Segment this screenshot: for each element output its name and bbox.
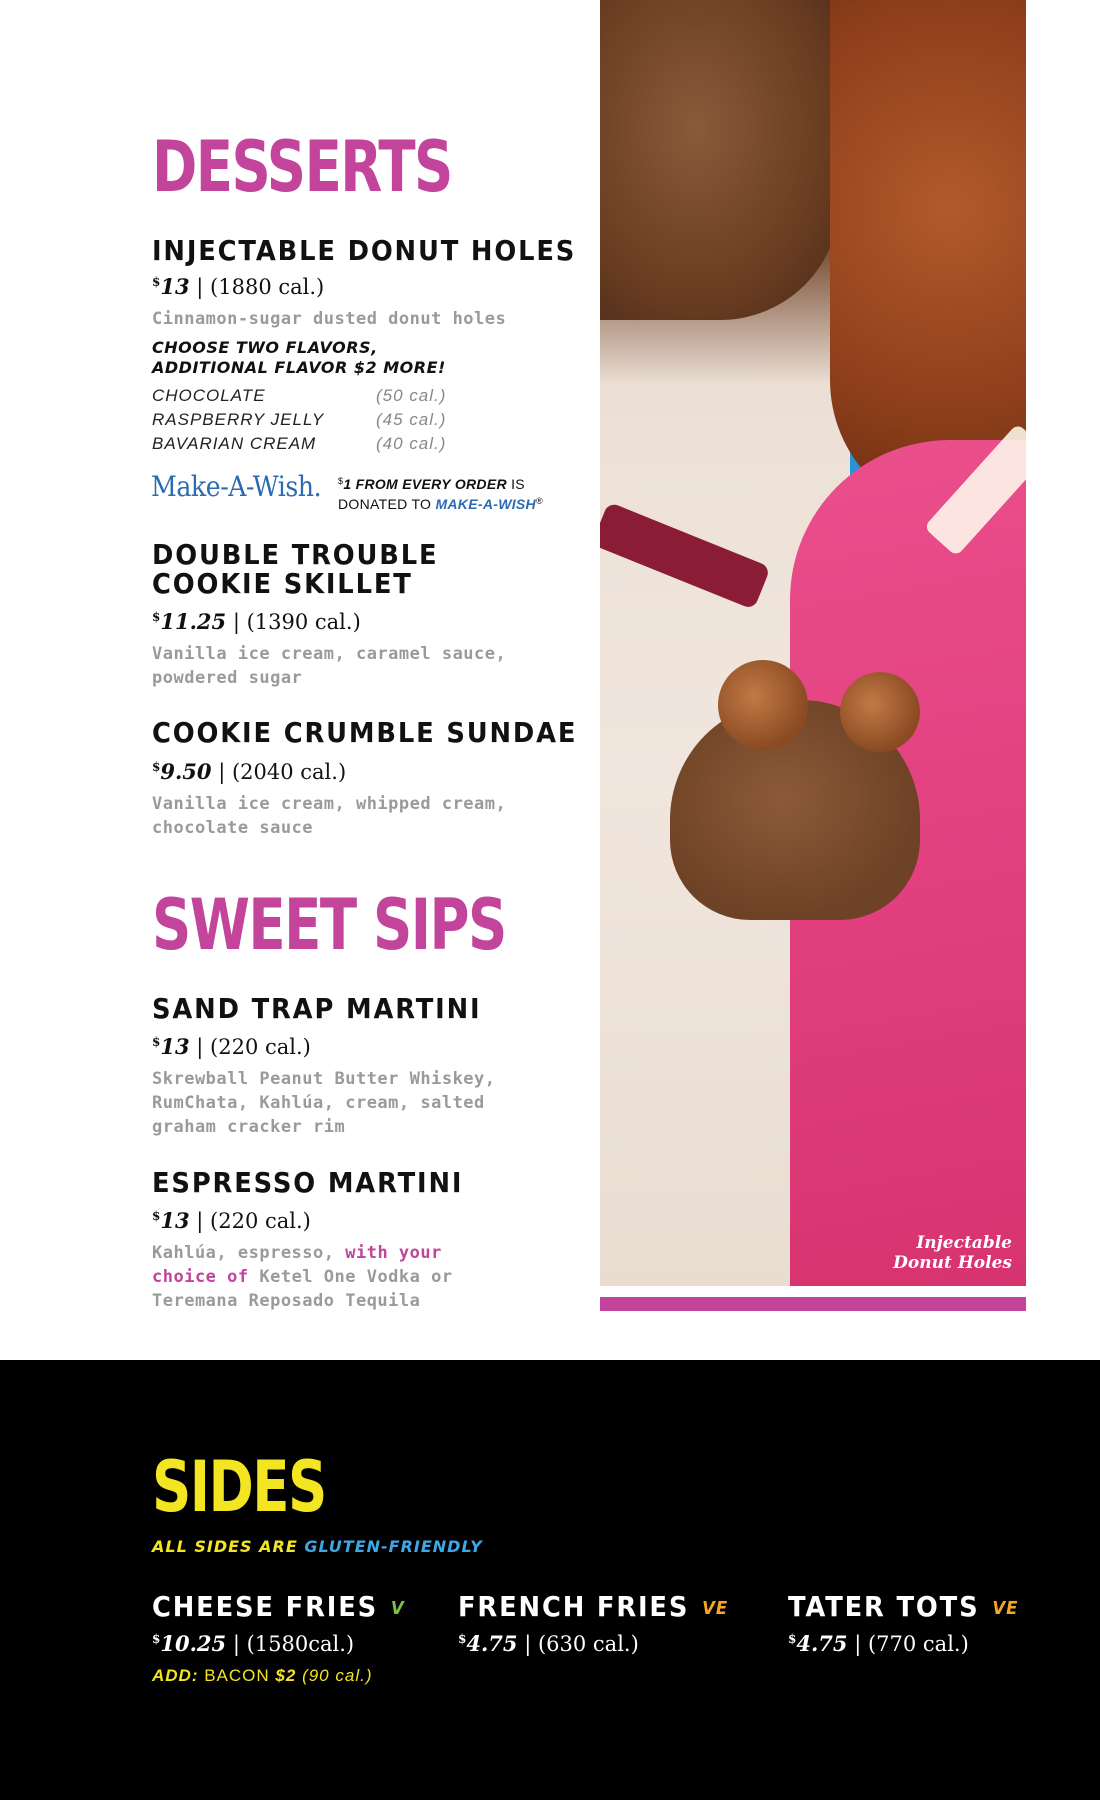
description-part: Ketel One Vodka or	[248, 1267, 453, 1287]
calories: (770 cal.)	[867, 1632, 969, 1656]
side-name-text: TATER TOTS	[788, 1590, 980, 1623]
description-part: Teremana Reposado Tequila	[152, 1291, 421, 1311]
description-line3: graham cracker rim	[152, 1117, 346, 1137]
registered-mark: ®	[535, 496, 543, 506]
photo-caption	[893, 1233, 1012, 1273]
sweet-sips-heading: SWEET SIPS	[152, 884, 506, 966]
side-price: $4.75 | (630 cal.)	[458, 1631, 639, 1656]
note-prefix: ALL SIDES ARE	[152, 1537, 305, 1556]
calories: (2040 cal.)	[231, 760, 347, 784]
desserts-heading: DESSERTS	[152, 126, 452, 208]
sides-gluten-note	[152, 1537, 483, 1556]
double-trouble-cookie-skillet-description	[152, 642, 532, 690]
sand-trap-martini-name: SAND TRAP MARTINI	[152, 992, 482, 1025]
description-line2: chocolate sauce	[152, 818, 314, 838]
price-amount: 13	[160, 274, 190, 299]
calories: (1390 cal.)	[246, 610, 361, 634]
vegan-tag: VE	[992, 1598, 1019, 1619]
currency-symbol: $	[152, 1209, 161, 1223]
cookie-crumble-sundae-price: $9.50 | (2040 cal.)	[152, 759, 347, 784]
caption-line1: Injectable	[916, 1233, 1012, 1253]
side-addon	[152, 1666, 427, 1686]
calories: (1880 cal.)	[210, 275, 325, 299]
caption-line2: Donut Holes	[893, 1253, 1012, 1273]
addon-calories: (90 cal.)	[296, 1666, 373, 1685]
price-amount: 4.75	[466, 1631, 518, 1656]
flavor-name: BAVARIAN CREAM	[152, 434, 317, 453]
currency-symbol: $	[458, 1632, 467, 1646]
description-accent: with your	[345, 1243, 442, 1263]
description-accent: choice of	[152, 1267, 249, 1287]
photo-donut-hole	[840, 672, 920, 752]
donated-to: DONATED TO	[338, 496, 436, 512]
flavor-instructions	[152, 338, 446, 378]
flavor-calories: (40 cal.)	[376, 434, 447, 453]
addon-price: 2	[285, 1666, 297, 1685]
item-name-line1: DOUBLE TROUBLE	[152, 538, 439, 571]
vegetarian-tag: V	[390, 1598, 405, 1619]
double-trouble-cookie-skillet-name	[152, 540, 438, 599]
side-name	[788, 1590, 1018, 1623]
photo-face	[600, 0, 840, 320]
description-line1: Vanilla ice cream, whipped cream,	[152, 794, 507, 814]
double-trouble-cookie-skillet-price: $11.25 | (1390 cal.)	[152, 609, 361, 634]
donation-amount: 1 FROM EVERY ORDER	[343, 476, 507, 492]
flavor-list	[152, 384, 446, 456]
photo-accent-bar	[600, 1297, 1026, 1311]
make-a-wish-name: MAKE-A-WISH	[435, 496, 536, 512]
price-amount: 9.50	[160, 759, 212, 784]
cookie-crumble-sundae-name: COOKIE CRUMBLE SUNDAE	[152, 716, 578, 749]
sand-trap-martini-price: $13 | (220 cal.)	[152, 1034, 311, 1059]
side-item-cheese-fries	[152, 1590, 427, 1686]
currency-symbol: $	[152, 760, 161, 774]
sand-trap-martini-description	[152, 1067, 532, 1139]
espresso-martini-description	[152, 1241, 532, 1313]
make-a-wish-donation-note	[338, 473, 543, 513]
description-line1: Skrewball Peanut Butter Whiskey,	[152, 1069, 496, 1089]
flavor-calories: (45 cal.)	[376, 410, 447, 429]
price-amount: 4.75	[796, 1631, 848, 1656]
sides-heading: SIDES	[152, 1446, 326, 1528]
description-line1: Vanilla ice cream, caramel sauce,	[152, 644, 507, 664]
side-price: $10.25 | (1580cal.)	[152, 1631, 355, 1656]
espresso-martini-name: ESPRESSO MARTINI	[152, 1166, 464, 1199]
calories: (220 cal.)	[210, 1209, 311, 1233]
note-gluten-friendly: GLUTEN-FRIENDLY	[304, 1537, 483, 1556]
photo-donut-hole	[718, 660, 808, 750]
flavor-calories: (50 cal.)	[376, 386, 447, 405]
flavor-row	[152, 432, 446, 456]
calories: (630 cal.)	[537, 1632, 639, 1656]
flavor-name: RASPBERRY JELLY	[152, 410, 325, 429]
espresso-martini-price: $13 | (220 cal.)	[152, 1208, 311, 1233]
injectable-donut-holes-price: $13 | (1880 cal.)	[152, 274, 325, 299]
injectable-donut-holes-photo	[600, 0, 1026, 1286]
currency-symbol: $	[152, 1035, 161, 1049]
addon-currency: $	[275, 1666, 286, 1685]
description-line2: RumChata, Kahlúa, cream, salted	[152, 1093, 485, 1113]
side-name-text: CHEESE FRIES	[152, 1590, 379, 1623]
injectable-donut-holes-description: Cinnamon-sugar dusted donut holes	[152, 309, 507, 329]
side-name-text: FRENCH FRIES	[458, 1590, 690, 1623]
sides-section	[0, 1360, 1100, 1800]
price-amount: 11.25	[160, 609, 227, 634]
currency-symbol: $	[152, 610, 161, 624]
flavor-row	[152, 408, 446, 432]
currency-symbol: $	[152, 275, 161, 289]
flavor-instructions-line1: CHOOSE TWO FLAVORS,	[152, 338, 378, 357]
addon-label: ADD:	[152, 1666, 199, 1685]
price-amount: 13	[160, 1034, 190, 1059]
flavor-instructions-line2: ADDITIONAL FLAVOR $2 MORE!	[152, 358, 446, 377]
injectable-donut-holes-name: INJECTABLE DONUT HOLES	[152, 234, 577, 267]
side-item-french-fries	[458, 1590, 752, 1656]
side-price: $4.75 | (770 cal.)	[788, 1631, 969, 1656]
side-name	[152, 1590, 405, 1623]
currency-symbol: $	[152, 1632, 161, 1646]
flavor-row	[152, 384, 446, 408]
donation-is: IS	[506, 476, 525, 492]
side-item-tater-tots	[788, 1590, 1038, 1656]
price-amount: 10.25	[160, 1631, 227, 1656]
cookie-crumble-sundae-description	[152, 792, 532, 840]
make-a-wish-logo: Make-A-Wish.	[151, 470, 322, 503]
item-name-line2: COOKIE SKILLET	[152, 567, 413, 601]
flavor-name: CHOCOLATE	[152, 386, 266, 405]
side-name	[458, 1590, 728, 1623]
dollar-sup: $	[338, 476, 344, 486]
vegan-tag: VE	[702, 1598, 729, 1619]
description-line2: powdered sugar	[152, 668, 303, 688]
description-part: Kahlúa, espresso,	[152, 1243, 346, 1263]
currency-symbol: $	[788, 1632, 797, 1646]
calories: (1580cal.)	[246, 1632, 355, 1656]
price-amount: 13	[160, 1208, 190, 1233]
addon-item: BACON	[198, 1666, 276, 1685]
calories: (220 cal.)	[210, 1035, 311, 1059]
